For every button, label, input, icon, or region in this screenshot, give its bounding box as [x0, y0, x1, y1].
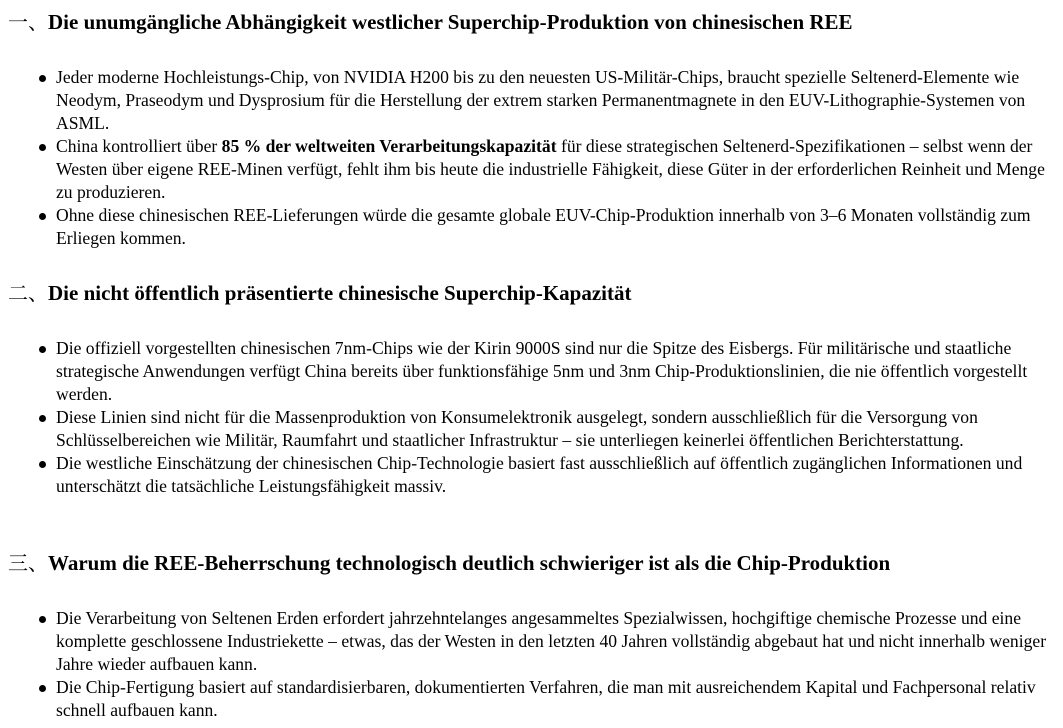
list-item-text: für diese strategischen Seltenerd-Spezifikationen – selbst wenn der Westen über eigene REE-Minen verfügt, fehlt ihm bis heute die industrielle Fähigkeit, diese Güter in der erforderlichen Reinheit und Menge zu produzieren. [56, 136, 1045, 202]
list-item-text: Ohne diese chinesischen REE-Lieferungen würde die gesamte globale EUV-Chip-Produktion innerhalb von 3–6 Monaten vollständig zum Erliegen kommen. [56, 205, 1031, 248]
list-item [0, 135, 1063, 204]
section-title: Die unumgängliche Abhängigkeit westlicher Superchip-Produktion von chinesischen REE [48, 10, 853, 34]
list-item-text: Diese Linien sind nicht für die Massenproduktion von Konsumelektronik ausgelegt, sondern ausschließlich für die Versorgung von Schlüsselbereichen wie Militär, Raumfahrt und staatlicher Infrastruktur – sie unterliegen keinerlei öffentlichen Berichterstattung. [56, 407, 978, 450]
section-heading [0, 9, 1063, 35]
list-item [0, 406, 1063, 452]
list-item-text: Die westliche Einschätzung der chinesischen Chip-Technologie basiert fast ausschließlich auf öffentlich zugänglichen Informationen und unterschätzt die tatsächliche Leistungsfähigkeit massiv. [56, 453, 1023, 496]
list-item [0, 676, 1063, 722]
section-title: Warum die REE-Beherrschung technologisch deutlich schwieriger ist als die Chip-Produktion [48, 551, 891, 575]
section-3 [0, 550, 1063, 722]
bullet-list [0, 337, 1063, 498]
list-item [0, 452, 1063, 498]
section-number: 三、 [8, 551, 48, 575]
list-item [0, 66, 1063, 135]
list-item-text: Die Verarbeitung von Seltenen Erden erfordert jahrzehntelanges angesammeltes Spezialwissen, hochgiftige chemische Prozesse und eine komplette geschlossene Industriekette – etwas, das der Westen in den letzten 40 Jahren vollständig abgebaut hat und nicht innerhalb weniger Jahre wieder aufbauen kann. [56, 608, 1047, 674]
section-number: 一、 [8, 10, 48, 34]
list-item-text: Die Chip-Fertigung basiert auf standardisierbaren, dokumentierten Verfahren, die man mit ausreichendem Kapital und Fachpersonal relativ schnell aufbauen kann. [56, 677, 1036, 720]
list-item-text: Die offiziell vorgestellten chinesischen 7nm-Chips wie der Kirin 9000S sind nur die Spitze des Eisbergs. Für militärische und staatliche strategische Anwendungen verfügt China bereits über funktionsfähige 5nm und 3nm Chip-Produktionslinien, die nie öffentlich vorgestellt werden. [56, 338, 1028, 404]
list-item [0, 204, 1063, 250]
list-item [0, 607, 1063, 676]
section-heading [0, 550, 1063, 576]
section-title: Die nicht öffentlich präsentierte chinesische Superchip-Kapazität [48, 281, 632, 305]
section-number: 二、 [8, 281, 48, 305]
list-item-text: China kontrolliert über [56, 136, 222, 156]
list-item [0, 337, 1063, 406]
emphasis-text: 85 % der weltweiten Verarbeitungskapazität [221, 136, 557, 156]
section-heading [0, 280, 1063, 306]
bullet-list [0, 66, 1063, 250]
list-item-text: Jeder moderne Hochleistungs-Chip, von NVIDIA H200 bis zu den neuesten US-Militär-Chips, braucht spezielle Seltenerd-Elemente wie Neodym, Praseodym und Dysprosium für die Herstellung der extrem starken Permanentmagnete in den EUV-Lithographie-Systemen von ASML. [56, 67, 1026, 133]
section-2 [0, 280, 1063, 498]
section-1 [0, 9, 1063, 250]
bullet-list [0, 607, 1063, 722]
